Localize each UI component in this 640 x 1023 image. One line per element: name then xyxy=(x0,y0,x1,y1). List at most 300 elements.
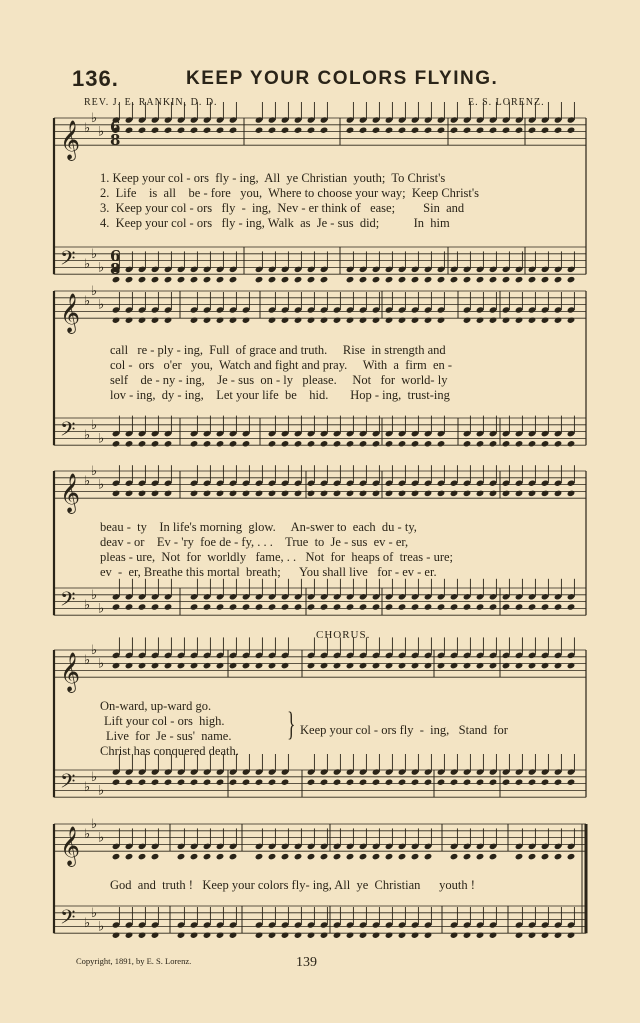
note-head xyxy=(320,662,329,669)
note-head xyxy=(489,127,498,134)
note-head xyxy=(476,662,485,669)
time-signature-top: 6 xyxy=(110,118,121,136)
chorus-final-line: God and truth ! Keep your colors fly- ing, All ye Christian youth ! xyxy=(110,878,475,892)
note-head xyxy=(398,490,407,497)
note-head xyxy=(372,779,381,786)
note-head xyxy=(216,490,225,497)
note-head xyxy=(398,853,407,860)
note-head xyxy=(424,853,433,860)
flat-sign-icon: ♭ xyxy=(98,260,105,276)
note-head xyxy=(112,490,121,497)
note-head xyxy=(437,490,446,497)
note-head xyxy=(229,932,238,939)
note-head xyxy=(203,440,212,447)
note-head xyxy=(268,317,277,324)
note-head xyxy=(463,276,472,283)
note-head xyxy=(359,932,368,939)
note-head xyxy=(476,127,485,134)
note-head xyxy=(320,276,329,283)
note-head xyxy=(476,603,485,610)
chorus-lyric-line: Lift your col - ors high. xyxy=(104,714,225,728)
hymn-number: 136. xyxy=(72,66,119,91)
note-head xyxy=(502,317,511,324)
note-head xyxy=(359,317,368,324)
time-signature-bottom: 8 xyxy=(110,260,121,278)
note-head xyxy=(528,127,537,134)
note-head xyxy=(567,662,576,669)
note-head xyxy=(229,603,238,610)
note-head xyxy=(346,490,355,497)
note-head xyxy=(125,490,134,497)
note-head xyxy=(385,276,394,283)
note-head xyxy=(268,779,277,786)
note-head xyxy=(554,932,563,939)
note-head xyxy=(385,317,394,324)
note-head xyxy=(502,127,511,134)
note-head xyxy=(112,779,121,786)
note-head xyxy=(164,440,173,447)
note-head xyxy=(385,932,394,939)
note-head xyxy=(203,779,212,786)
lyric-line: call re - ply - ing, Full of grace and truth. Rise in strength and xyxy=(110,343,446,357)
note-head xyxy=(203,490,212,497)
note-head xyxy=(216,276,225,283)
lyric-line: 4. Keep your col - ors fly - ing, Walk as Je - sus did; In him xyxy=(100,216,450,230)
note-head xyxy=(151,779,160,786)
lyric-line: beau - ty In life's morning glow. An-swer to each du - ty, xyxy=(100,520,417,534)
note-head xyxy=(346,853,355,860)
note-head xyxy=(541,779,550,786)
flat-sign-icon: ♭ xyxy=(98,124,105,140)
lyric-line: pleas - ure, Not for worldly fame, . . Not for heaps of treas - ure; xyxy=(100,550,454,564)
note-head xyxy=(450,853,459,860)
note-head xyxy=(528,490,537,497)
note-head xyxy=(255,276,264,283)
treble-clef-icon: 𝄞 xyxy=(60,293,81,334)
note-head xyxy=(567,603,576,610)
note-head xyxy=(164,317,173,324)
note-head xyxy=(424,440,433,447)
note-head xyxy=(203,603,212,610)
note-head xyxy=(411,662,420,669)
flat-sign-icon: ♭ xyxy=(98,783,105,799)
note-head xyxy=(437,779,446,786)
lyric-line: 3. Keep your col - ors fly - ing, Nev - er think of ease; Sin and xyxy=(100,201,465,215)
flat-sign-icon: ♭ xyxy=(84,827,91,843)
note-head xyxy=(151,853,160,860)
note-head xyxy=(177,853,186,860)
note-head xyxy=(450,779,459,786)
note-head xyxy=(541,317,550,324)
note-head xyxy=(463,662,472,669)
note-head xyxy=(216,853,225,860)
note-head xyxy=(398,317,407,324)
note-head xyxy=(281,853,290,860)
note-head xyxy=(476,779,485,786)
note-head xyxy=(268,490,277,497)
note-head xyxy=(515,440,524,447)
flat-sign-icon: ♭ xyxy=(98,830,105,846)
page-number: 139 xyxy=(296,955,317,970)
note-head xyxy=(541,662,550,669)
note-head xyxy=(281,779,290,786)
note-head xyxy=(554,853,563,860)
flat-sign-icon: ♭ xyxy=(91,111,98,126)
note-head xyxy=(294,603,303,610)
note-head xyxy=(502,490,511,497)
note-head xyxy=(229,779,238,786)
note-head xyxy=(554,127,563,134)
note-head xyxy=(424,779,433,786)
note-head xyxy=(463,779,472,786)
note-head xyxy=(203,662,212,669)
lyric-line: col - ors o'er you, Watch and fight and pray. With a firm en - xyxy=(110,358,453,372)
note-head xyxy=(515,276,524,283)
chorus-label: CHORUS. xyxy=(316,629,371,641)
note-head xyxy=(476,440,485,447)
note-head xyxy=(346,127,355,134)
note-head xyxy=(164,662,173,669)
note-head xyxy=(268,276,277,283)
note-head xyxy=(255,490,264,497)
note-head xyxy=(489,853,498,860)
note-head xyxy=(398,779,407,786)
note-head xyxy=(242,440,251,447)
note-head xyxy=(177,662,186,669)
note-head xyxy=(255,853,264,860)
note-head xyxy=(528,932,537,939)
note-head xyxy=(255,932,264,939)
note-head xyxy=(502,779,511,786)
note-head xyxy=(138,853,147,860)
note-head xyxy=(515,603,524,610)
hymn-title: KEEP YOUR COLORS FLYING. xyxy=(186,68,499,89)
chorus-lyric-line: Live for Je - sus' name. xyxy=(106,729,232,743)
flat-sign-icon: ♭ xyxy=(84,121,91,137)
note-head xyxy=(112,440,121,447)
note-head xyxy=(190,317,199,324)
note-head xyxy=(307,490,316,497)
note-head xyxy=(333,932,342,939)
lyric-line: lov - ing, dy - ing, Let your life be hid. Hop - ing, trust-ing xyxy=(110,388,450,402)
note-head xyxy=(320,853,329,860)
bass-clef-icon: 𝄢 xyxy=(60,246,76,275)
note-head xyxy=(138,490,147,497)
note-head xyxy=(554,779,563,786)
note-head xyxy=(450,127,459,134)
note-head xyxy=(437,603,446,610)
note-head xyxy=(424,317,433,324)
flat-sign-icon: ♭ xyxy=(84,257,91,272)
note-head xyxy=(190,127,199,134)
note-head xyxy=(489,317,498,324)
note-head xyxy=(424,276,433,283)
note-head xyxy=(151,317,160,324)
note-head xyxy=(450,662,459,669)
note-head xyxy=(294,853,303,860)
note-head xyxy=(320,440,329,447)
note-head xyxy=(229,276,238,283)
note-head xyxy=(190,440,199,447)
note-head xyxy=(177,932,186,939)
note-head xyxy=(541,127,550,134)
note-head xyxy=(151,276,160,283)
note-head xyxy=(229,440,238,447)
note-head xyxy=(216,603,225,610)
treble-clef-icon: 𝄞 xyxy=(60,120,81,161)
note-head xyxy=(528,603,537,610)
note-head xyxy=(268,603,277,610)
note-head xyxy=(567,932,576,939)
note-head xyxy=(541,932,550,939)
note-head xyxy=(567,317,576,324)
note-head xyxy=(294,440,303,447)
note-head xyxy=(463,603,472,610)
note-head xyxy=(333,662,342,669)
note-head xyxy=(411,779,420,786)
note-head xyxy=(268,662,277,669)
note-head xyxy=(554,490,563,497)
note-head xyxy=(411,276,420,283)
note-head xyxy=(255,779,264,786)
note-head xyxy=(125,853,134,860)
note-head xyxy=(281,127,290,134)
note-head xyxy=(463,317,472,324)
note-head xyxy=(216,779,225,786)
note-head xyxy=(307,662,316,669)
note-head xyxy=(385,853,394,860)
note-head xyxy=(307,440,316,447)
note-head xyxy=(346,276,355,283)
note-head xyxy=(515,853,524,860)
note-head xyxy=(398,440,407,447)
note-head xyxy=(359,440,368,447)
note-head xyxy=(112,853,121,860)
note-head xyxy=(177,127,186,134)
note-head xyxy=(502,662,511,669)
flat-sign-icon: ♭ xyxy=(98,656,105,672)
lyric-line: 1. Keep your col - ors fly - ing, All ye Christian youth; To Christ's xyxy=(100,171,446,185)
note-head xyxy=(229,662,238,669)
note-head xyxy=(216,662,225,669)
note-head xyxy=(528,440,537,447)
note-head xyxy=(398,932,407,939)
flat-sign-icon: ♭ xyxy=(91,587,98,603)
flat-sign-icon: ♭ xyxy=(91,905,98,921)
flat-sign-icon: ♭ xyxy=(98,431,105,447)
bass-clef-icon: 𝄢 xyxy=(60,769,76,798)
note-head xyxy=(255,662,264,669)
note-head xyxy=(164,490,173,497)
note-head xyxy=(346,440,355,447)
note-head xyxy=(242,317,251,324)
note-head xyxy=(203,932,212,939)
note-head xyxy=(125,317,134,324)
note-head xyxy=(463,127,472,134)
note-head xyxy=(489,662,498,669)
note-head xyxy=(151,440,160,447)
note-head xyxy=(268,932,277,939)
note-head xyxy=(164,779,173,786)
note-head xyxy=(567,779,576,786)
flat-sign-icon: ♭ xyxy=(84,294,91,310)
note-head xyxy=(554,317,563,324)
note-head xyxy=(476,853,485,860)
note-head xyxy=(294,317,303,324)
note-head xyxy=(333,317,342,324)
treble-clef-icon: 𝄞 xyxy=(60,826,81,867)
note-head xyxy=(489,603,498,610)
flat-sign-icon: ♭ xyxy=(84,474,91,490)
flat-sign-icon: ♭ xyxy=(91,769,98,785)
chorus-lyric-line: On-ward, up-ward go. xyxy=(100,699,212,713)
note-head xyxy=(463,490,472,497)
note-head xyxy=(411,490,420,497)
note-head xyxy=(307,317,316,324)
note-head xyxy=(489,276,498,283)
music-credit: E. S. LORENZ. xyxy=(468,97,545,108)
bass-clef-icon: 𝄢 xyxy=(60,905,76,934)
note-head xyxy=(567,853,576,860)
bass-clef-icon: 𝄢 xyxy=(60,417,76,446)
note-head xyxy=(333,779,342,786)
note-head xyxy=(450,490,459,497)
note-head xyxy=(138,276,147,283)
note-head xyxy=(411,603,420,610)
note-head xyxy=(476,490,485,497)
note-head xyxy=(372,276,381,283)
note-head xyxy=(320,127,329,134)
note-head xyxy=(203,317,212,324)
note-head xyxy=(359,603,368,610)
note-head xyxy=(372,662,381,669)
note-head xyxy=(359,276,368,283)
note-head xyxy=(515,932,524,939)
note-head xyxy=(255,127,264,134)
note-head xyxy=(437,127,446,134)
note-head xyxy=(385,127,394,134)
note-head xyxy=(125,276,134,283)
note-head xyxy=(359,779,368,786)
note-head xyxy=(164,276,173,283)
flat-sign-icon: ♭ xyxy=(98,477,105,493)
note-head xyxy=(268,853,277,860)
note-head xyxy=(554,662,563,669)
note-head xyxy=(359,853,368,860)
note-head xyxy=(528,317,537,324)
note-head xyxy=(541,490,550,497)
treble-clef-icon: 𝄞 xyxy=(60,652,81,693)
note-head xyxy=(528,276,537,283)
note-head xyxy=(411,932,420,939)
note-head xyxy=(541,276,550,283)
note-head xyxy=(307,276,316,283)
note-head xyxy=(190,853,199,860)
note-head xyxy=(164,127,173,134)
note-head xyxy=(346,779,355,786)
note-head xyxy=(203,853,212,860)
note-head xyxy=(151,662,160,669)
note-head xyxy=(567,490,576,497)
note-head xyxy=(476,276,485,283)
note-head xyxy=(515,317,524,324)
note-head xyxy=(385,440,394,447)
copyright-notice: Copyright, 1891, by E. S. Lorenz. xyxy=(76,956,192,966)
note-head xyxy=(294,127,303,134)
note-head xyxy=(229,127,238,134)
flat-sign-icon: ♭ xyxy=(91,284,98,299)
treble-clef-icon: 𝄞 xyxy=(60,473,81,514)
note-head xyxy=(502,440,511,447)
note-head xyxy=(229,317,238,324)
bass-clef-icon: 𝄢 xyxy=(60,587,76,616)
note-head xyxy=(138,779,147,786)
note-head xyxy=(333,440,342,447)
flat-sign-icon: ♭ xyxy=(84,598,91,613)
note-head xyxy=(190,932,199,939)
note-head xyxy=(112,932,121,939)
note-head xyxy=(281,440,290,447)
lyric-line: self de - ny - ing, Je - sus on - ly please. Not for world- ly xyxy=(110,373,448,387)
note-head xyxy=(450,276,459,283)
note-head xyxy=(138,662,147,669)
lyric-line: 2. Life is all be - fore you, Where to choose your way; Keep Christ's xyxy=(100,186,480,200)
note-head xyxy=(125,779,134,786)
note-head xyxy=(255,603,264,610)
note-head xyxy=(372,932,381,939)
note-head xyxy=(307,853,316,860)
note-head xyxy=(125,662,134,669)
note-head xyxy=(476,932,485,939)
note-head xyxy=(294,276,303,283)
note-head xyxy=(190,490,199,497)
note-head xyxy=(489,932,498,939)
note-head xyxy=(281,932,290,939)
lyric-line: ev - er, Breathe this mortal breath; You shall live for - ev - er. xyxy=(100,565,437,579)
lyric-line: deav - or Ev - 'ry foe de - fy, . . . True to Je - sus ev - er, xyxy=(100,535,409,549)
note-head xyxy=(450,932,459,939)
note-head xyxy=(177,276,186,283)
note-head xyxy=(385,603,394,610)
note-head xyxy=(515,779,524,786)
note-head xyxy=(151,932,160,939)
flat-sign-icon: ♭ xyxy=(91,464,98,479)
note-head xyxy=(554,440,563,447)
flat-sign-icon: ♭ xyxy=(84,916,91,931)
flat-sign-icon: ♭ xyxy=(84,653,91,669)
note-head xyxy=(190,603,199,610)
note-head xyxy=(359,127,368,134)
note-head xyxy=(216,317,225,324)
note-head xyxy=(450,603,459,610)
note-head xyxy=(385,490,394,497)
flat-sign-icon: ♭ xyxy=(84,428,91,443)
note-head xyxy=(125,127,134,134)
note-head xyxy=(216,127,225,134)
note-head xyxy=(190,779,199,786)
note-head xyxy=(125,603,134,610)
note-head xyxy=(281,490,290,497)
note-head xyxy=(398,662,407,669)
note-head xyxy=(372,853,381,860)
note-head xyxy=(372,440,381,447)
note-head xyxy=(346,662,355,669)
note-head xyxy=(294,490,303,497)
note-head xyxy=(333,490,342,497)
note-head xyxy=(398,276,407,283)
note-head xyxy=(567,127,576,134)
note-head xyxy=(346,603,355,610)
